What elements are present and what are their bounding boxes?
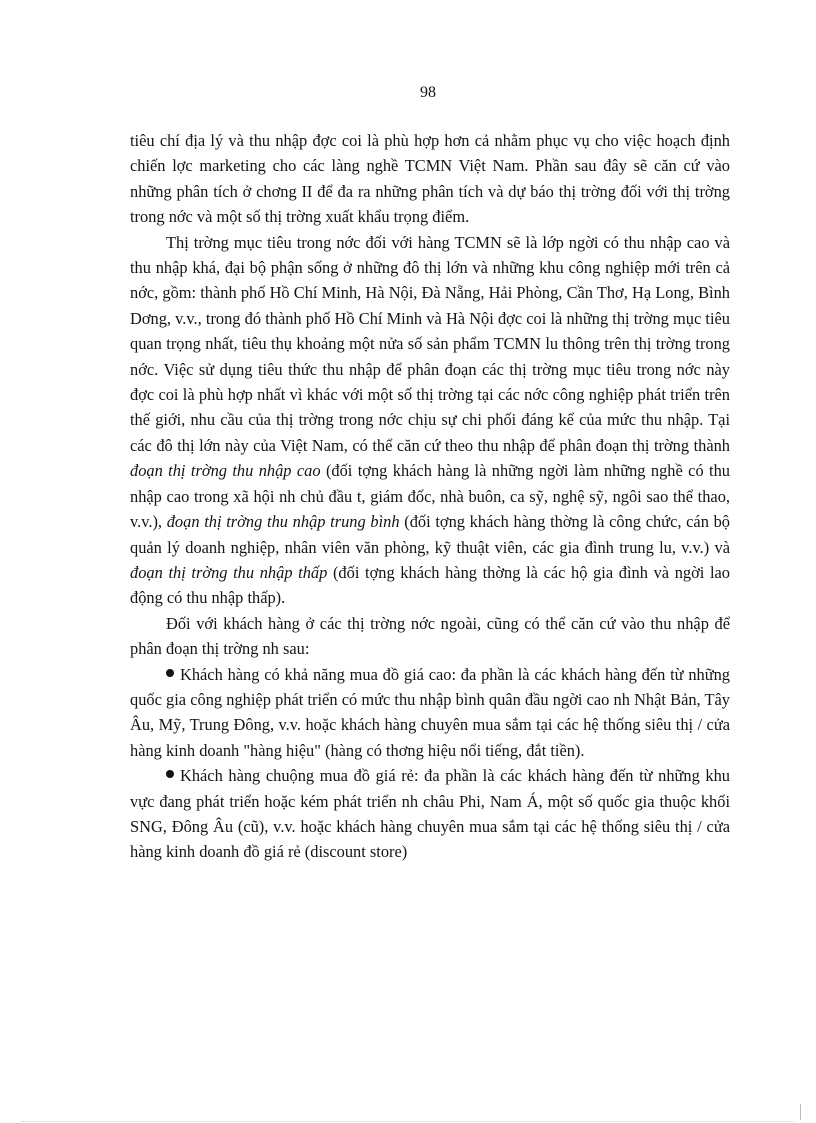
- body-text: [130, 128, 730, 865]
- paragraph-domestic-market: [130, 230, 730, 611]
- paragraph-text: (đối tợng khách hàng là những ngời làm những nghề có thu nhập cao trong xã hội nh chủ đầu t, giám đốc, nhà buôn, ca sỹ, nghệ sỹ, ngôi sao thể thao, v.v.),: [130, 461, 730, 532]
- paragraph-text: (đối tợng khách hàng thờng là công chức, cán bộ quản lý doanh nghiệp, nhân viên văn phòng, kỹ thuật viên, các gia đình trung lu, v.v.) và: [130, 512, 730, 557]
- segment-middle-income: đoạn thị trờng thu nhập trung bình: [166, 512, 400, 532]
- paragraph-foreign-market: Đối với khách hàng ở các thị trờng nớc ngoài, cũng có thể căn cứ vào thu nhập để phân đoạn thị trờng nh sau:: [130, 613, 730, 659]
- bullet-item-low-price: [130, 763, 730, 865]
- paragraph-text: (đối tợng khách hàng thờng là các hộ gia đình và ngời lao động có thu nhập thấp).: [130, 562, 730, 608]
- segment-high-income: đoạn thị trờng thu nhập cao: [130, 461, 321, 481]
- segment-low-income: đoạn thị trờng thu nhập thấp: [130, 562, 328, 582]
- paragraph-intro: tiêu chí địa lý và thu nhập đợc coi là phù hợp hơn cả nhằm phục vụ cho việc hoạch định chiến lợc marketing cho các làng nghề TCMN Việt Nam. Phần sau đây sẽ căn cứ vào những phân tích ở chơng II để đa ra những phân tích và dự báo thị trờng đối với thị trờng trong nớc và một số thị trờng xuất khẩu trọng điểm.: [130, 131, 730, 227]
- bullet-text: Khách hàng có khả năng mua đồ giá cao: đa phần là các khách hàng đến từ những quốc gia công nghiệp phát triển có mức thu nhập bình quân đầu ngời cao nh Nhật Bản, Tây Âu, Mỹ, Trung Đông, v.v. hoặc khách hàng chuyên mua sắm tại các hệ thống siêu thị / cửa hàng kinh doanh "hàng hiệu" (hàng có thơng hiệu nổi tiếng, đắt tiền).: [130, 664, 730, 760]
- page-bottom-rule: [22, 1121, 794, 1122]
- paragraph-text: Thị trờng mục tiêu trong nớc đối với hàng TCMN sẽ là lớp ngời có thu nhập cao và thu nhập khá, đại bộ phận sống ở những đô thị lớn và những khu công nghiệp mới trên cả nớc, gồm: thành phố Hồ Chí Minh, Hà Nội, Đà Nẵng, Hải Phòng, Cần Thơ, Hạ Long, Bình Dơng, v.v., trong đó thành phố Hồ Chí Minh và Hà Nội đợc coi là những thị trờng mục tiêu quan trọng nhất, tiêu thụ khoảng một nửa số sản phẩm TCMN lu thông trên thị trờng trong nớc. Việc sử dụng tiêu thức thu nhập để phân đoạn các thị trờng mục tiêu trong nớc này đợc coi là phù hợp nhất vì khác với một số thị trờng tại các nớc công nghiệp phát triển trên thế giới, nhu cầu của thị trờng trong nớc chịu sự chi phối đáng kể của mức thu nhập. Tại các đô thị lớn này của Việt Nam, có thể căn cứ theo thu nhập để phân đoạn thị trờng thành: [130, 232, 730, 455]
- margin-tick: [800, 1104, 801, 1120]
- page-number: 98: [420, 84, 436, 101]
- bullet-icon: [166, 770, 174, 778]
- bullet-icon: [166, 669, 174, 677]
- bullet-text: Khách hàng chuộng mua đồ giá rẻ: đa phần là các khách hàng đến từ những khu vực đang phát triển hoặc kém phát triển nh châu Phi, Nam Á, một số quốc gia thuộc khối SNG, Đông Âu (cũ), v.v. hoặc khách hàng chuyên mua sắm tại các hệ thống siêu thị / cửa hàng kinh doanh đồ giá rẻ (discount store): [130, 766, 730, 862]
- bullet-item-high-price: [130, 662, 730, 764]
